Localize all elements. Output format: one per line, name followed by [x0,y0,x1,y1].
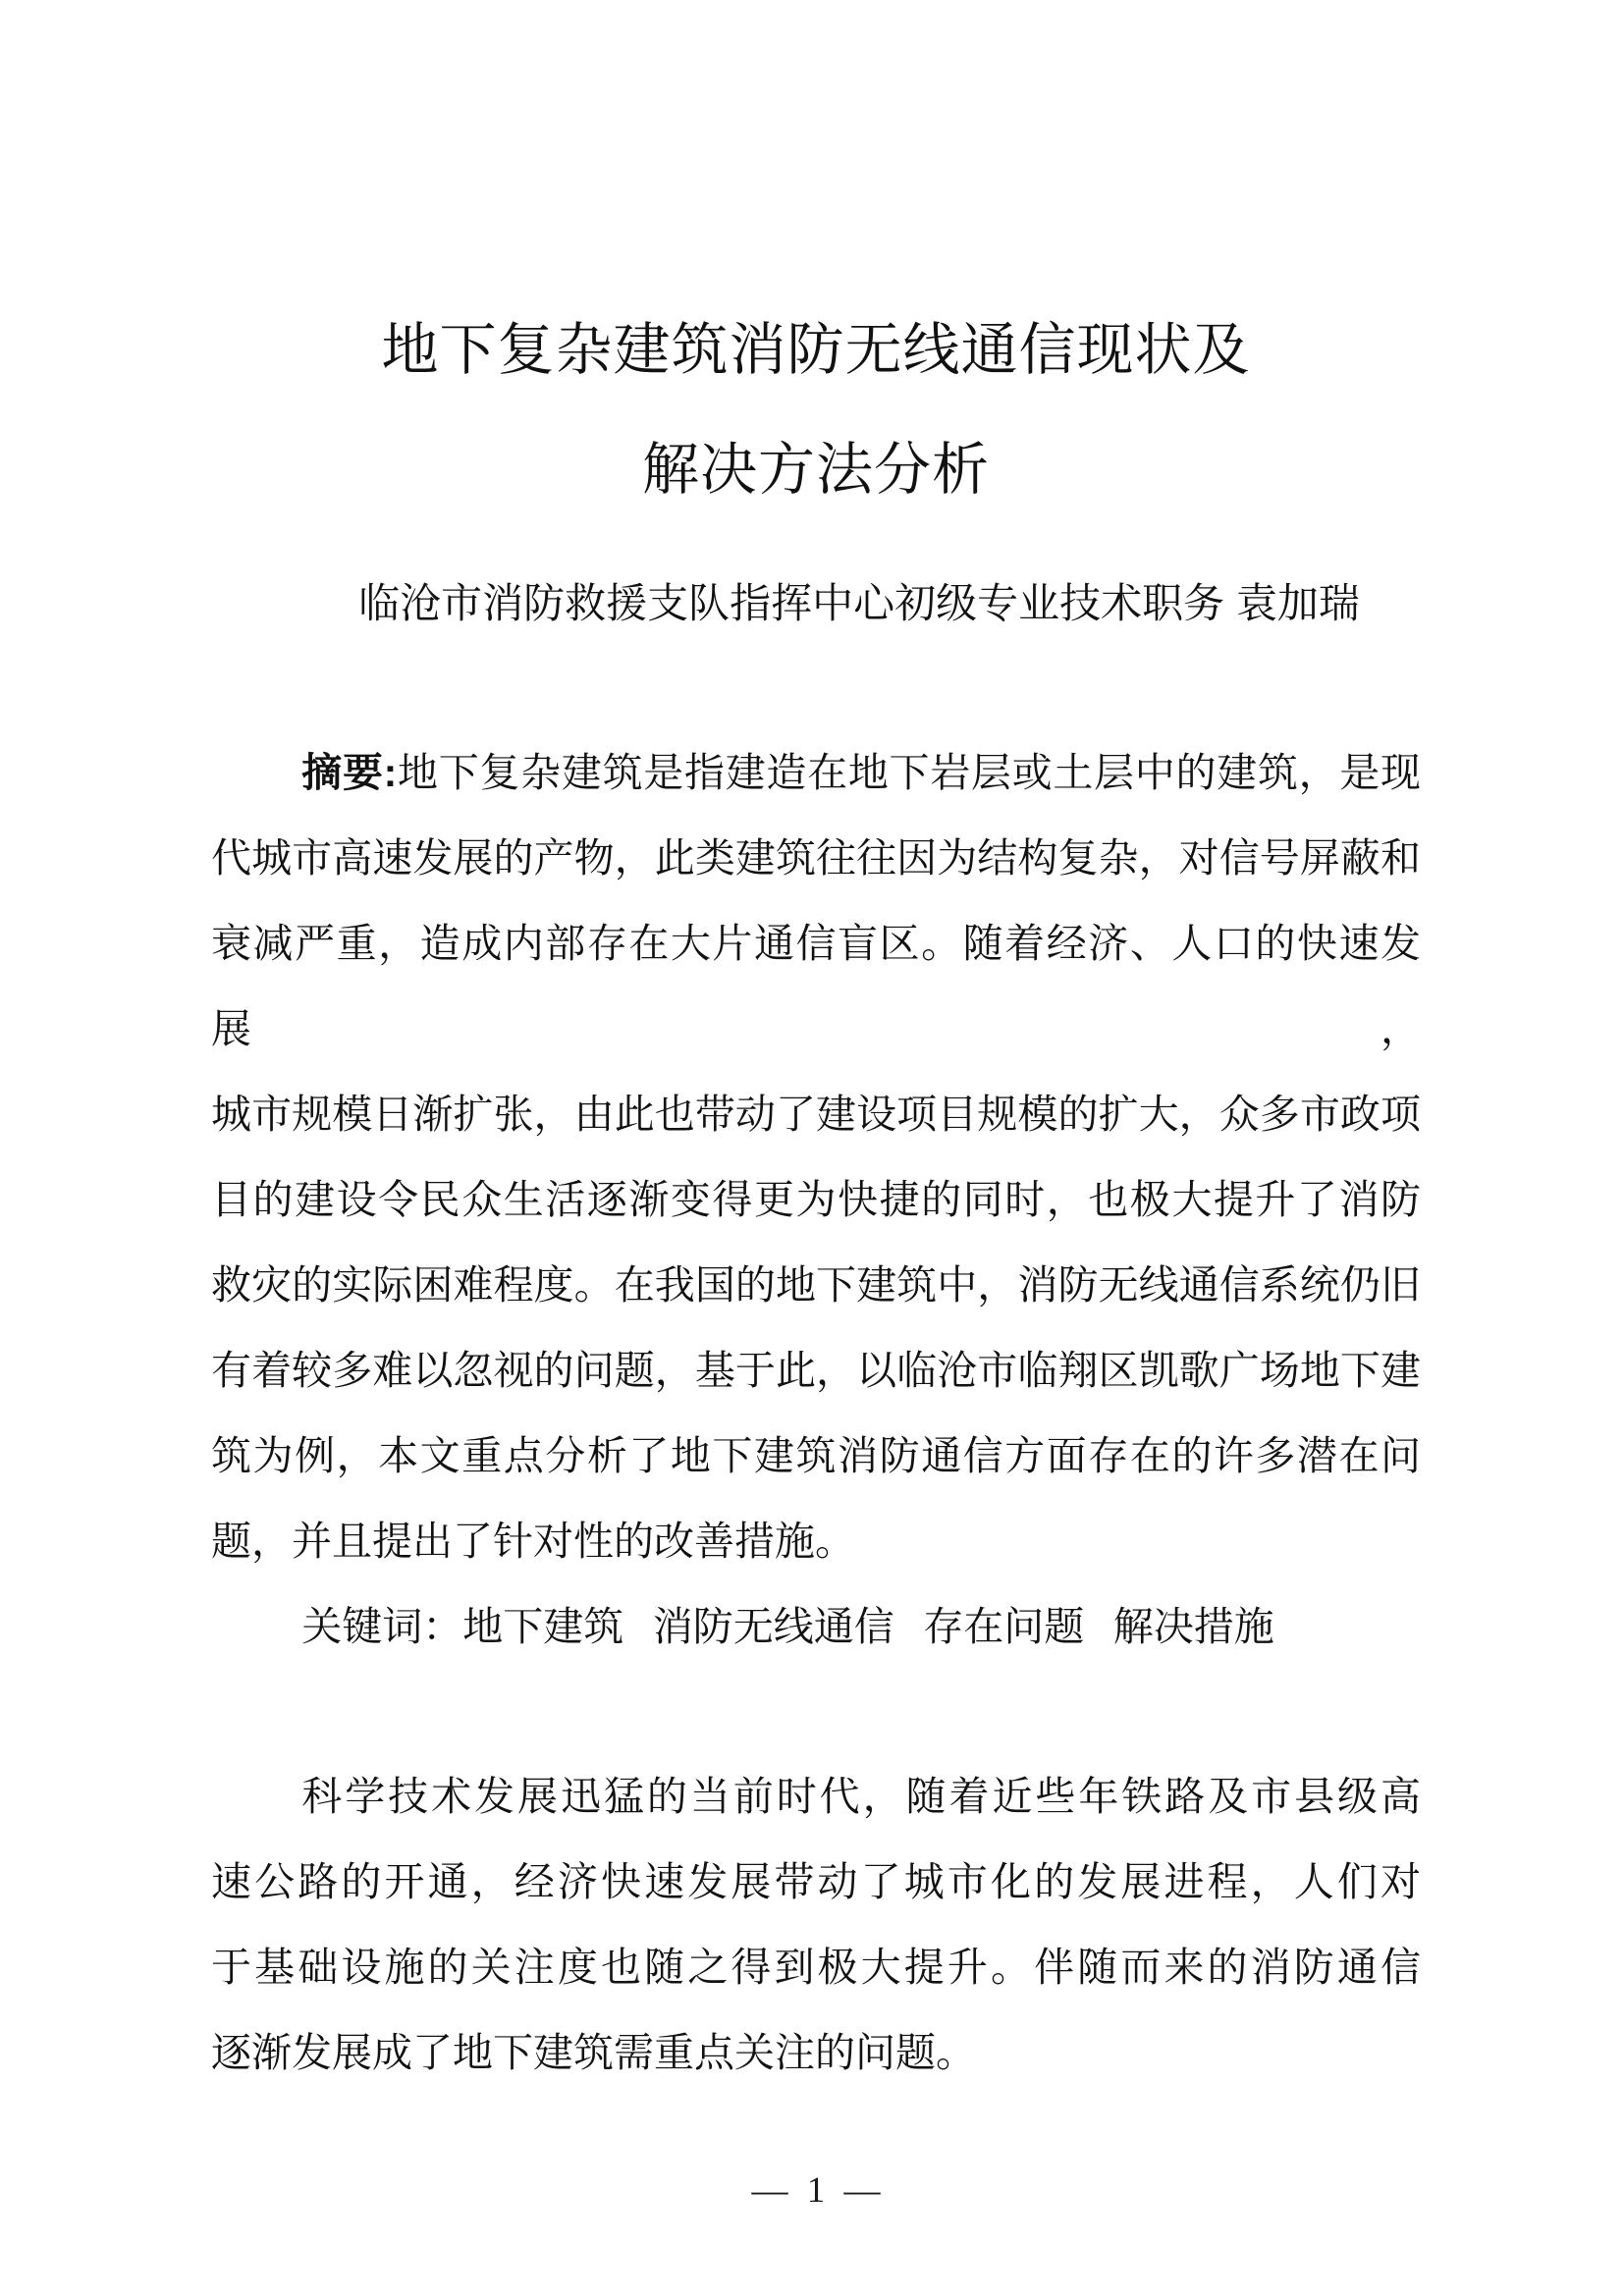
keywords-line [211,1584,1421,1670]
abstract-section [211,730,1421,1670]
title-line-1: 地下复杂建筑消防无线通信现状及 [381,318,1251,382]
body-line: 科学技术发展迅猛的当前时代，随着近些年铁路及市县级高 [301,1774,1421,1819]
abstract-line: 衰减严重，造成内部存在大片通信盲区。随着经济、人口的快速发展， [211,921,1421,1051]
document-title [211,0,1421,530]
body-section [211,1754,1421,2096]
abstract-label: 摘要: [301,750,398,795]
body-line: 速公路的开通，经济快速发展带动了城市化的发展进程，人们对 [211,1859,1421,1904]
abstract-line: 题，并且提出了针对性的改善措施。 [211,1519,855,1564]
keyword-term: 消防无线通信 [652,1604,894,1649]
abstract-line: 有着较多难以忽视的问题，基于此，以临沧市临翔区凯歌广场地下建 [211,1348,1421,1393]
body-line: 逐渐发展成了地下建筑需重点关注的问题。 [211,2030,976,2075]
keywords-label: 关键词： [301,1604,463,1649]
abstract-line [211,730,1421,816]
abstract-line: 救灾的实际困难程度。在我国的地下建筑中，消防无线通信系统仍旧 [211,1262,1421,1308]
body-line: 于基础设施的关注度也随之得到极大提升。伴随而来的消防通信 [211,1945,1421,1990]
keyword-term: 存在问题 [923,1604,1085,1649]
abstract-text: 地下复杂建筑是指建造在地下岩层或土层中的建筑，是现 [397,750,1422,795]
author-line: 临沧市消防救援支队指挥中心初级专业技术职务 袁加瑞 [358,580,1360,626]
abstract-line: 目的建设令民众生活逐渐变得更为快捷的同时，也极大提升了消防 [211,1177,1421,1222]
keyword-term: 地下建筑 [462,1604,624,1649]
abstract-line: 筑为例，本文重点分析了地下建筑消防通信方面存在的许多潜在问 [211,1433,1421,1478]
abstract-line: 城市规模日渐扩张，由此也带动了建设项目规模的扩大，众多市政项 [211,1092,1421,1137]
keyword-term: 解决措施 [1112,1604,1274,1649]
abstract-line: 代城市高速发展的产物，此类建筑往往因为结构复杂，对信号屏蔽和 [211,835,1421,881]
title-line-2: 解决方法分析 [641,438,990,502]
page-number: — 1 — [751,2170,881,2211]
